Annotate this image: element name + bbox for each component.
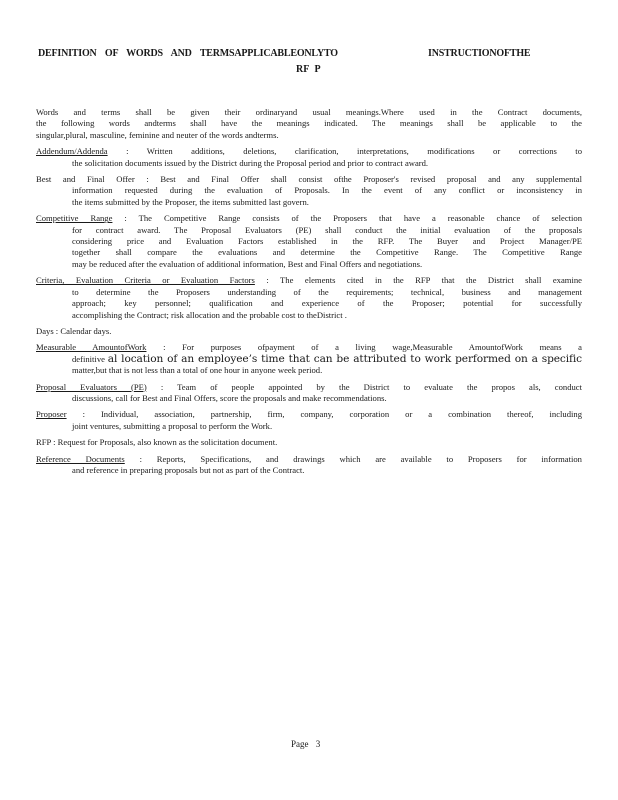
- definition-text: and reference in preparing proposals but not as part of the Contract.: [72, 464, 305, 475]
- title-line1-left: DEFINITION OF WORDS AND TERMSAPPLICABLEONLYTO: [38, 48, 338, 59]
- definition-term: Addendum/Addenda: [36, 146, 108, 157]
- definition-rfp: [36, 437, 582, 448]
- definition-text: : Team of people appointed by the District to evaluate the propos als, conduct: [160, 381, 582, 392]
- definition-text: : Best and Final Offer shall consist ofthe Proposer's revised proposal and any supplemental: [146, 174, 582, 185]
- definition-text: the items submitted by the Proposer, the items submitted last govern.: [72, 196, 309, 207]
- definition-text: for contract award. The Proposal Evaluators (PE) shall conduct the initial evaluation of the proposals: [72, 224, 582, 235]
- definition-text: : Reports, Specifications, and drawings which are available to Proposers for information: [139, 453, 582, 464]
- intro-paragraph: [36, 107, 582, 141]
- definition-text: may be reduced after the evaluation of additional information, Best and Final Offers and negotiations.: [72, 258, 423, 269]
- definition-term: Proposal Evaluators (PE): [36, 381, 147, 392]
- definition-addendum: [36, 146, 582, 169]
- definition-text: matter,but that is not less than a total of one hour in anyone week period.: [72, 365, 323, 376]
- definition-measurable: [36, 342, 582, 376]
- title-line1-right: INSTRUCTIONOFTHE: [428, 48, 531, 59]
- definition-term: Best and Final Offer: [36, 174, 135, 185]
- definition-bafo: [36, 174, 582, 208]
- definition-competitive-range: [36, 213, 582, 270]
- definition-text: definitive: [72, 353, 105, 364]
- definition-text: : The elements cited in the RFP that the District shall examine: [266, 275, 582, 286]
- definition-days: [36, 326, 582, 337]
- definition-term: Competitive Range: [36, 213, 113, 224]
- definition-text: together shall compare the evaluations and determine the Competitive Range. The Competitive Range: [72, 247, 582, 258]
- title-line2: RF P: [296, 64, 321, 75]
- definition-term: Criteria, Evaluation Criteria or Evaluation Factors: [36, 275, 255, 286]
- page-label: Page: [291, 739, 309, 749]
- definition-term: Measurable AmountofWork: [36, 342, 147, 353]
- definition-text: : For purposes ofpayment of a living wage,Measurable AmountofWork means a: [163, 342, 582, 353]
- definition-text: approach; key personnel; qualification and experience of the Proposer; potential for successfully: [72, 298, 582, 309]
- definition-text: RFP : Request for Proposals, also known as the solicitation document.: [36, 437, 278, 448]
- definition-text: : Individual, association, partnership, firm, company, corporation or a combination thereof, including: [82, 409, 582, 420]
- definition-text: information requested during the evaluation of Proposals. In the event of any conflict or inconsistency in: [72, 185, 582, 196]
- page-footer: [291, 739, 320, 749]
- definition-text: discussions, call for Best and Final Offers, score the proposals and make recommendations.: [72, 392, 387, 403]
- intro-line: the following words andterms shall have the meanings indicated. The meanings shall be applicable to the: [36, 118, 582, 129]
- intro-line: singular,plural, masculine, feminine and neuter of the words andterms.: [36, 129, 279, 140]
- definition-text: al location of an employee’s time that can be attributed to work performed on a specific: [107, 352, 582, 365]
- definition-term: Proposer: [36, 409, 67, 420]
- definition-text: joint ventures, submitting a proposal to perform the Work.: [72, 420, 273, 431]
- document-body: [36, 107, 582, 481]
- definition-text: : Written additions, deletions, clarification, interpretations, modifications or corrections to: [126, 146, 582, 157]
- definition-reference: [36, 454, 582, 477]
- page-number: 3: [315, 739, 321, 749]
- definition-text: the solicitation documents issued by the District during the Proposal period and prior to contract award.: [72, 157, 429, 168]
- definition-text: accomplishing the Contract; risk allocation and the probable cost to theDistrict .: [72, 309, 347, 320]
- definition-text: considering price and Evaluation Factors established in the RFP. The Buyer and Project Manager/PE: [72, 236, 582, 247]
- definition-pe: [36, 382, 582, 405]
- definition-text: to determine the Proposers understanding of the requirements; technical, business and management: [72, 286, 582, 297]
- definition-text: : The Competitive Range consists of the Proposers that have a reasonable chance of selection: [124, 213, 583, 224]
- definition-text: Days : Calendar days.: [36, 325, 112, 336]
- definition-criteria: [36, 275, 582, 321]
- definition-proposer: [36, 409, 582, 432]
- definition-term: Reference Documents: [36, 453, 125, 464]
- intro-line: Words and terms shall be given their ordinaryand usual meanings.Where used in the Contract documents,: [36, 107, 582, 117]
